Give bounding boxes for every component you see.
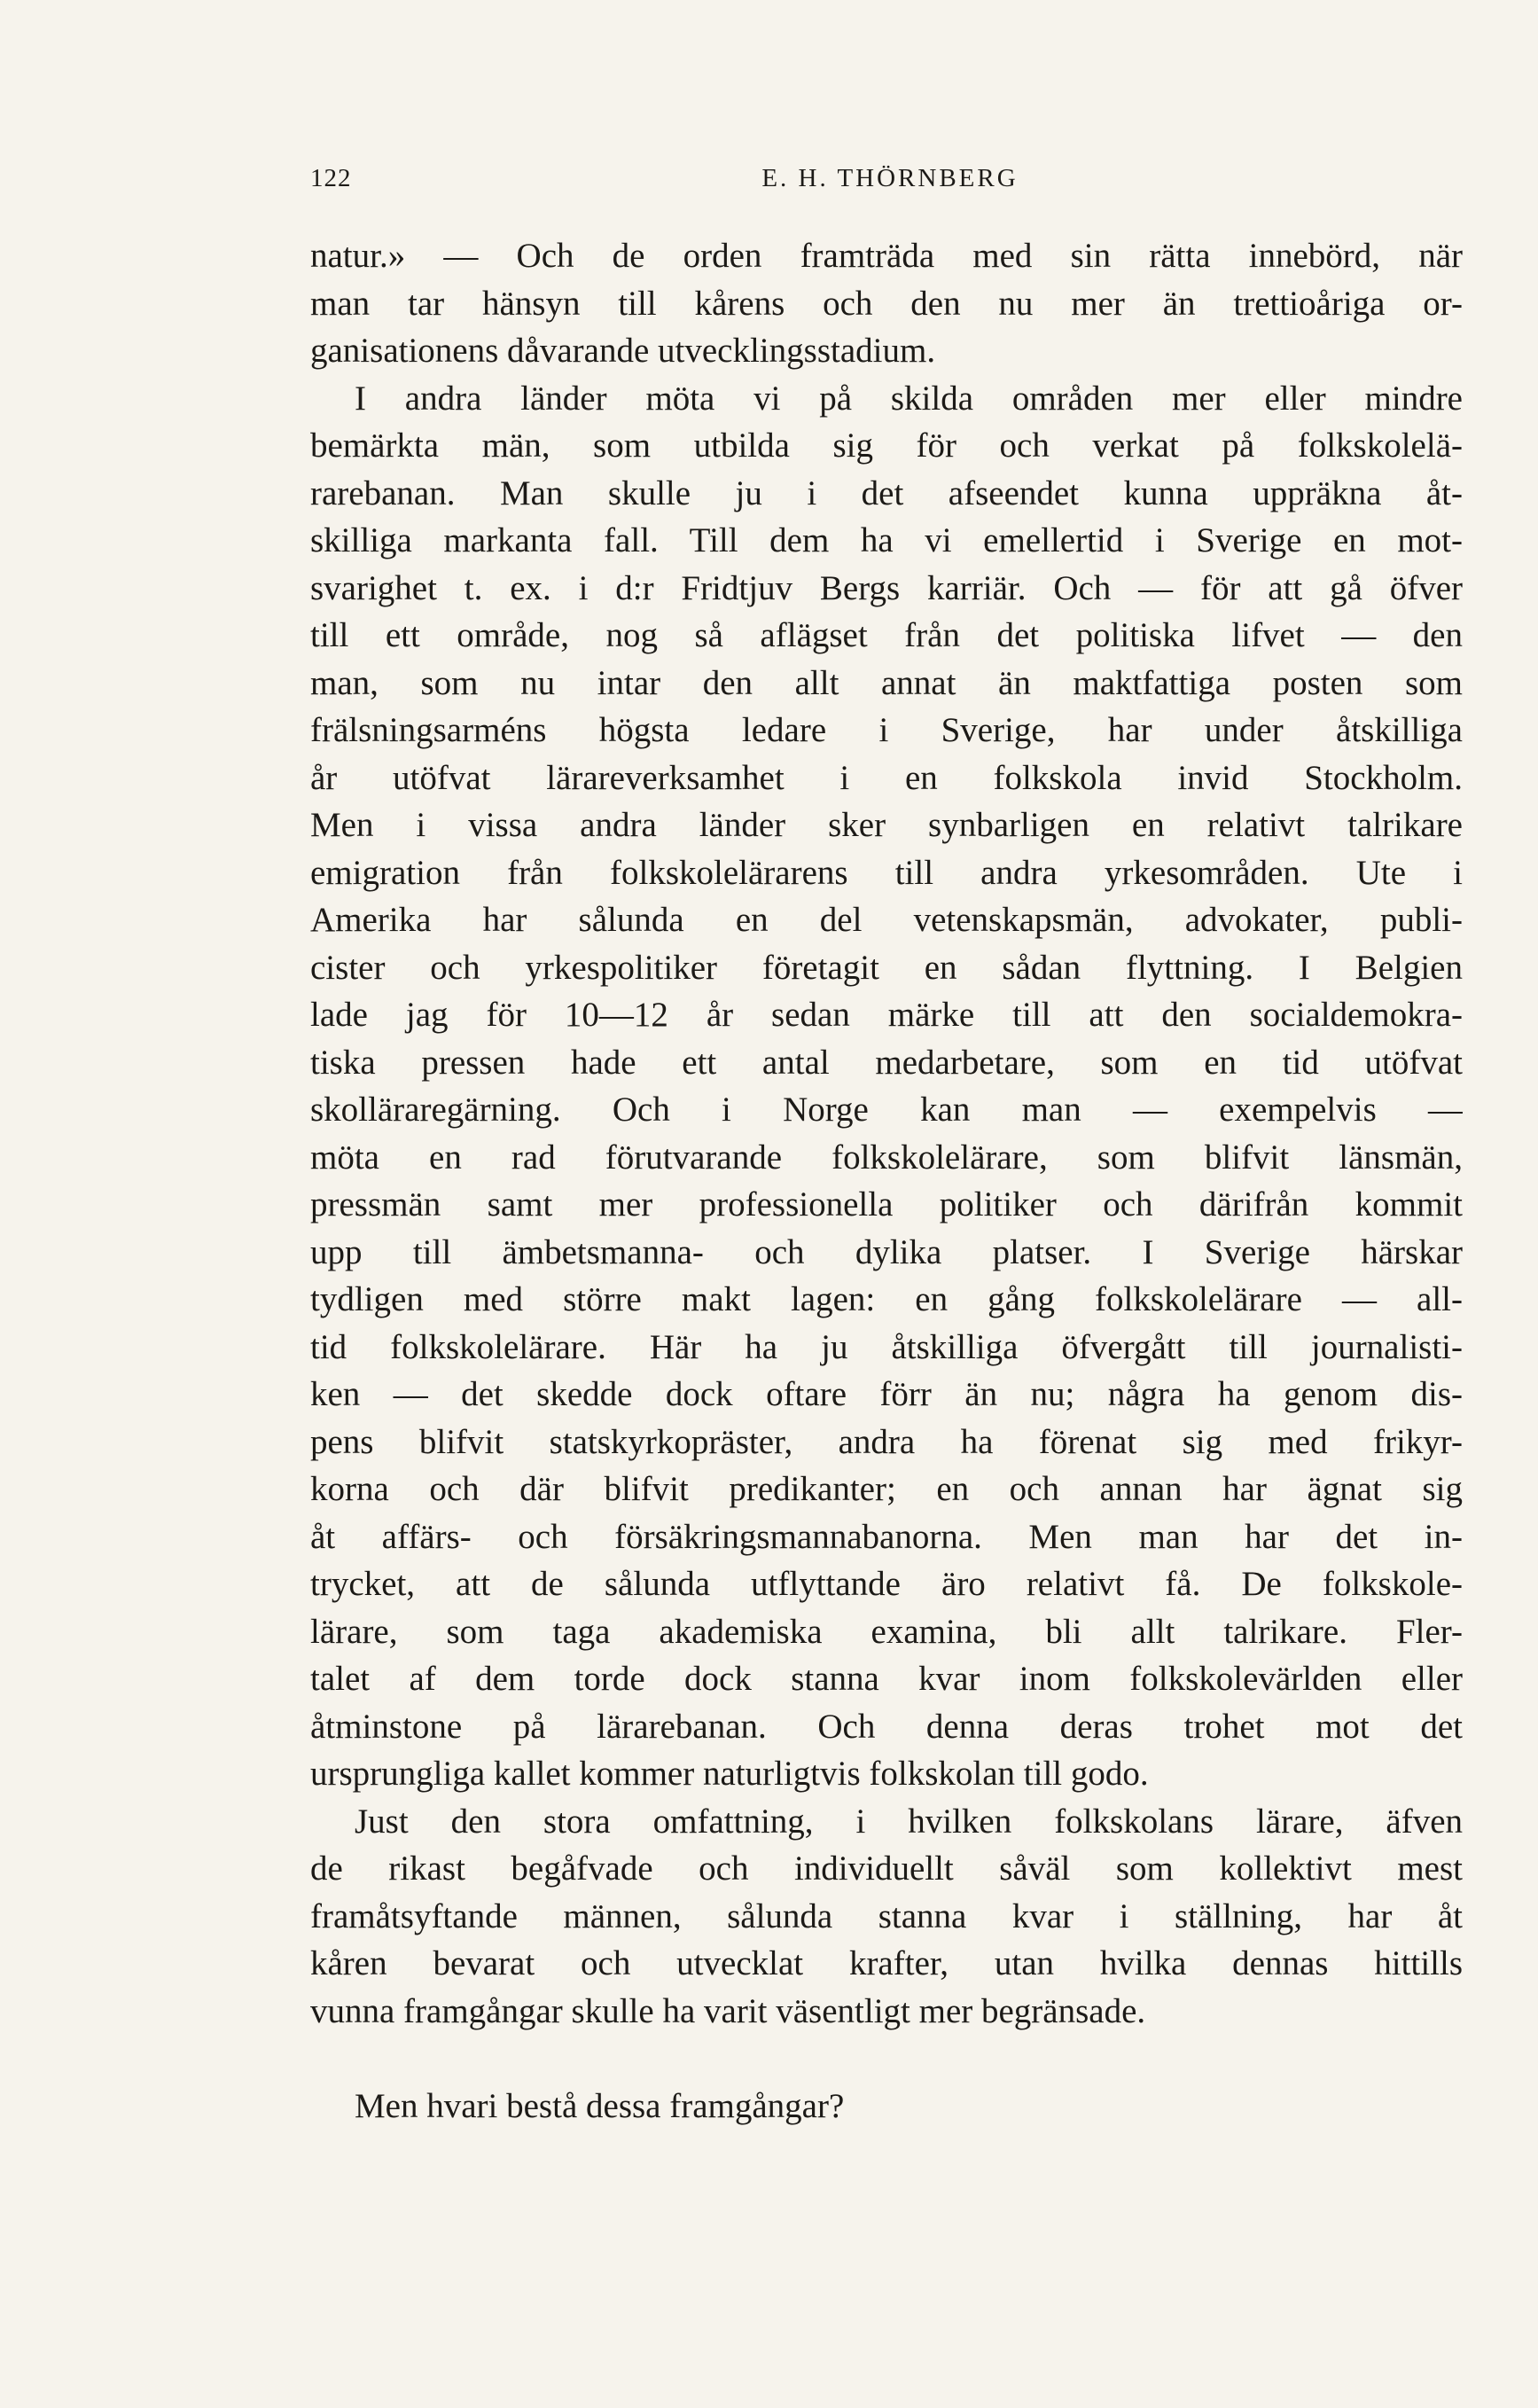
text-line: emigration från folkskolelärarens till andra yrkesområden. Ute i [310, 853, 1463, 892]
text-line: ken — det skedde dock oftare förr än nu; några ha genom dis- [310, 1375, 1463, 1413]
text-line: rarebanan. Man skulle ju i det afseendet kunna uppräkna åt- [310, 473, 1463, 512]
text-line: tydligen med större makt lagen: en gång folkskolelärare — all- [310, 1280, 1463, 1318]
text-line: åtminstone på lärarebanan. Och denna deras trohet mot det [310, 1707, 1463, 1746]
running-head [310, 164, 1470, 199]
text-line: pressmän samt mer professionella politiker och därifrån kommit [310, 1185, 1463, 1224]
text-line: trycket, att de sålunda utflyttande äro relativt få. De folkskole- [310, 1565, 1463, 1603]
text-line: de rikast begåfvade och individuellt såväl som kollektivt mest [310, 1849, 1463, 1888]
text-line: svarighet t. ex. i d:r Fridtjuv Bergs karriär. Och — för att gå öfver [310, 568, 1463, 607]
text-line: vunna framgångar skulle ha varit väsentligt mer begränsade. [310, 1991, 1146, 2030]
text-line: cister och yrkespolitiker företagit en sådan flyttning. I Belgien [310, 948, 1463, 987]
text-line: bemärkta män, som utbilda sig för och verkat på folkskolelä- [310, 426, 1463, 465]
text-line: upp till ämbetsmanna- och dylika platser. I Sverige härskar [310, 1232, 1463, 1271]
text-line: kåren bevarat och utvecklat krafter, utan hvilka dennas hittills [310, 1944, 1463, 1982]
running-title: E. H. THÖRNBERG [761, 164, 1019, 192]
text-line: man, som nu intar den allt annat än maktfattiga posten som [310, 663, 1463, 702]
text-line: talet af dem torde dock stanna kvar inom folkskolevärlden eller [310, 1660, 1463, 1698]
text-line: natur.» — Och de orden framträda med sin rätta innebörd, när [310, 237, 1463, 275]
text-line: år utöfvat lärareverksamhet i en folkskola invid Stockholm. [310, 758, 1463, 797]
text-line: skolläraregärning. Och i Norge kan man — exempelvis — [310, 1091, 1463, 1129]
body-text [310, 232, 1463, 2035]
text-line: lärare, som taga akademiska examina, bli allt talrikare. Fler- [310, 1612, 1463, 1651]
text-line: ursprungliga kallet kommer naturligtvis folkskolan till godo. [310, 1755, 1149, 1793]
text-line: tiska pressen hade ett antal medarbetare, som en tid utöfvat [310, 1043, 1463, 1082]
text-line: Just den stora omfattning, i hvilken folkskolans lärare, äfven [355, 1802, 1463, 1841]
text-line: pens blifvit statskyrkopräster, andra ha förenat sig med frikyr- [310, 1422, 1463, 1461]
text-line: ganisationens dåvarande utvecklingsstadium. [310, 332, 936, 370]
text-line: korna och där blifvit predikanter; en och annan har ägnat sig [310, 1470, 1463, 1508]
text-line: man tar hänsyn till kårens och den nu mer än trettioåriga or- [310, 284, 1463, 323]
text-line: skilliga markanta fall. Till dem ha vi emellertid i Sverige en mot- [310, 521, 1463, 559]
text-line: I andra länder möta vi på skilda områden mer eller mindre [355, 379, 1463, 418]
text-line: framåtsyftande männen, sålunda stanna kvar i ställning, har åt [310, 1896, 1463, 1935]
text-line: Men i vissa andra länder sker synbarligen en relativt talrikare [310, 806, 1463, 844]
text-line: lade jag för 10—12 år sedan märke till att den socialdemokra- [310, 996, 1463, 1034]
page-number: 122 [310, 164, 352, 192]
closing-question: Men hvari bestå dessa framgångar? [355, 2087, 845, 2125]
text-line: möta en rad förutvarande folkskolelärare, som blifvit länsmän, [310, 1138, 1463, 1177]
text-line: åt affärs- och försäkringsmannabanorna. Men man har det in- [310, 1517, 1463, 1556]
text-line: tid folkskolelärare. Här ha ju åtskilliga öfvergått till journalisti- [310, 1327, 1463, 1366]
text-line: till ett område, nog så aflägset från det politiska lifvet — den [310, 616, 1463, 654]
text-line: frälsningsarméns högsta ledare i Sverige, har under åtskilliga [310, 711, 1463, 749]
text-line: Amerika har sålunda en del vetenskapsmän, advokater, publi- [310, 901, 1463, 939]
